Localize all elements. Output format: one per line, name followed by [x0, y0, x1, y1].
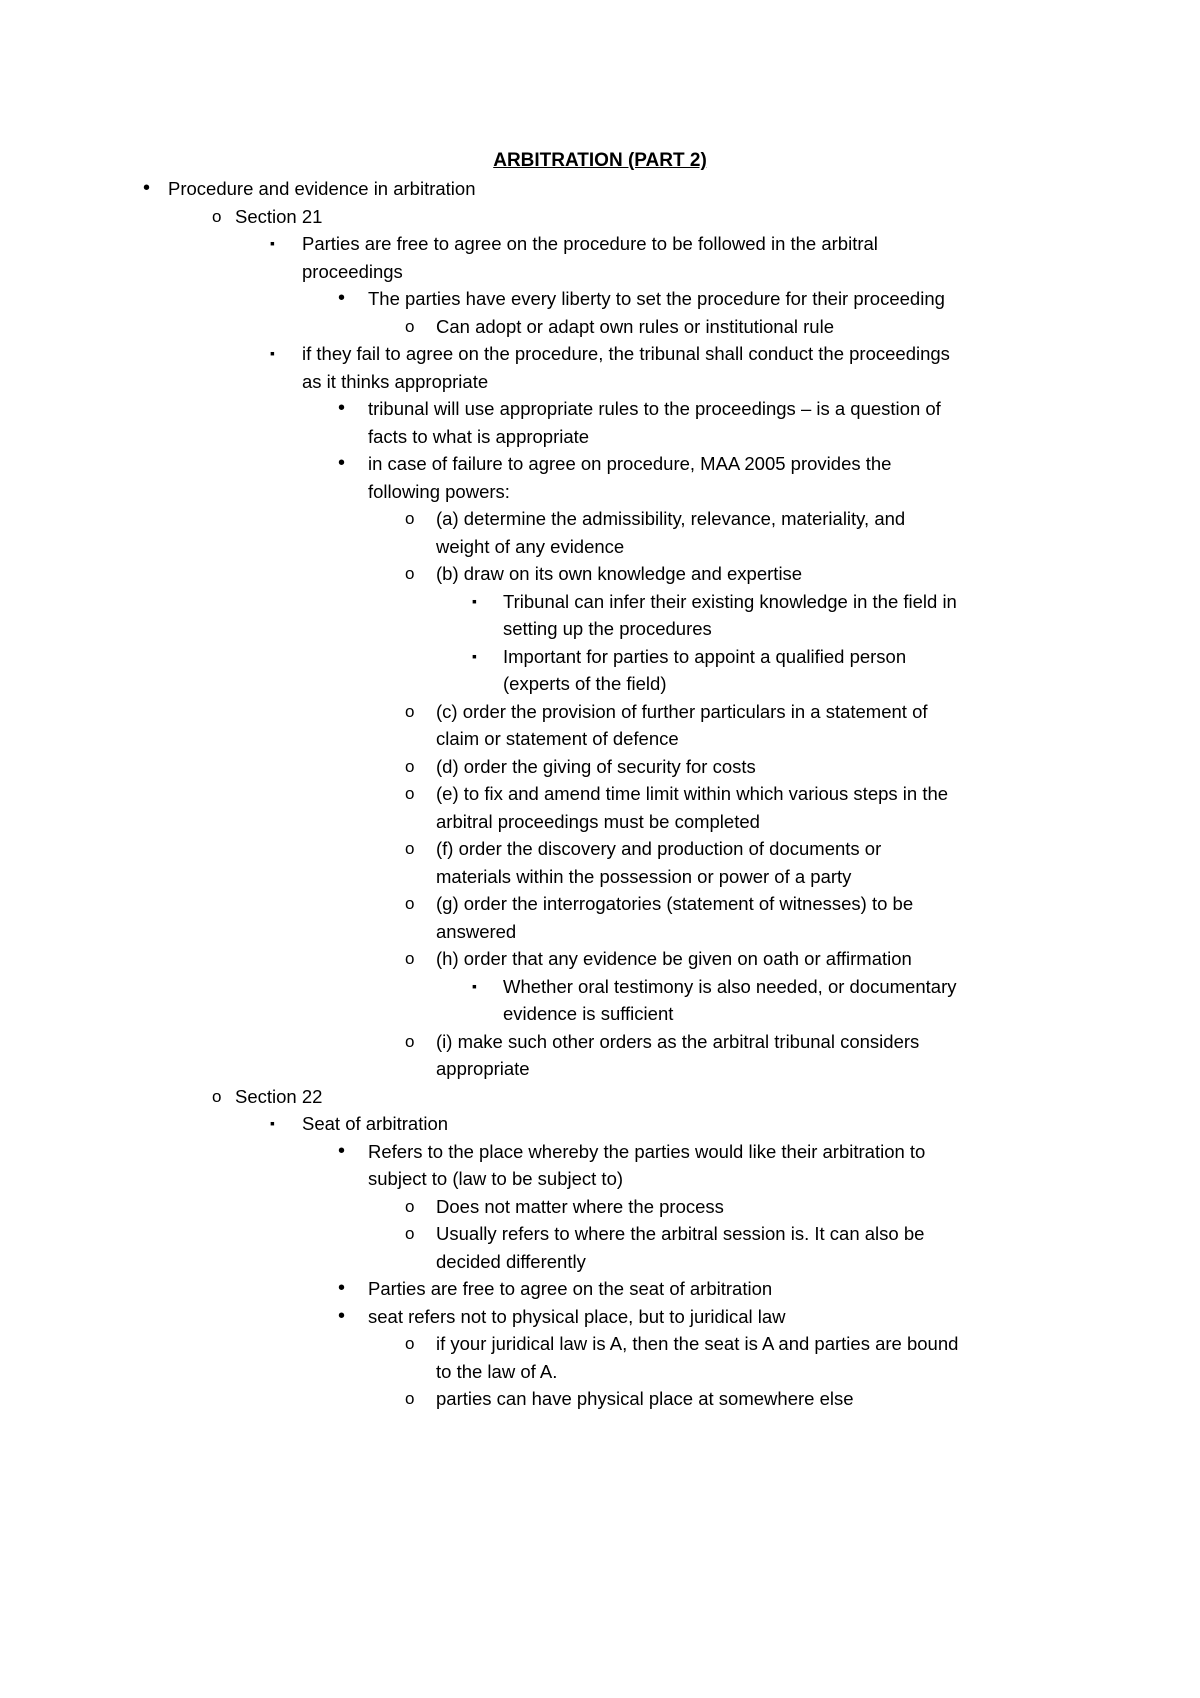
list-item-line: Refers to the place whereby the parties would like their arbitration to: [368, 1140, 926, 1162]
list-item-line: setting up the procedures: [503, 618, 712, 639]
list-marker-square: ▪: [270, 1115, 275, 1131]
list-marker-circle: o: [405, 949, 415, 968]
list-item-line: to the law of A.: [436, 1360, 558, 1382]
list-item-line: (b) draw on its own knowledge and expertise: [436, 563, 803, 584]
list-item-line: seat refers not to physical place, but to juridical law: [368, 1305, 786, 1327]
list-item-line: Important for parties to appoint a qualified person: [503, 645, 907, 667]
list-marker-circle: o: [212, 206, 222, 226]
list-marker-circle: o: [405, 1224, 415, 1243]
list-item-line: Section 21: [235, 205, 323, 227]
list-marker-square: ▪: [472, 592, 477, 609]
list-item: [436, 1193, 724, 1221]
list-marker-bullet: •: [338, 287, 346, 309]
list-item-line: Procedure and evidence in arbitration: [168, 178, 476, 199]
list-item: [368, 1303, 786, 1331]
list-item: [436, 835, 881, 890]
list-item: [436, 945, 912, 973]
list-item-line: weight of any evidence: [436, 535, 625, 557]
list-marker-circle: o: [405, 1334, 415, 1353]
list-item: [436, 1220, 924, 1275]
list-item: [436, 560, 802, 588]
list-item-line: if they fail to agree on the procedure, the tribunal shall conduct the proceedings: [302, 343, 950, 364]
list-marker-square: ▪: [472, 647, 477, 664]
list-marker-circle: o: [405, 1031, 415, 1051]
list-item-line: Parties are free to agree on the procedure to be followed in the arbitral: [302, 233, 878, 254]
list-item: [436, 313, 834, 341]
list-item: [503, 973, 956, 1028]
list-marker-bullet: •: [338, 452, 346, 474]
list-item: [235, 1083, 322, 1111]
list-item: [368, 1138, 925, 1193]
list-item: [436, 780, 948, 835]
list-marker-circle: o: [405, 701, 415, 721]
list-marker-square: ▪: [472, 977, 477, 994]
list-item: [503, 588, 957, 643]
list-marker-circle: o: [405, 756, 415, 776]
list-item-line: Can adopt or adapt own rules or institutional rule: [436, 315, 834, 337]
list-marker-bullet: •: [338, 1277, 346, 1299]
list-marker-circle: o: [405, 894, 415, 913]
list-marker-circle: o: [405, 839, 415, 858]
list-marker-circle: o: [405, 316, 415, 336]
list-marker-bullet: •: [338, 1304, 346, 1327]
list-item-line: (e) to fix and amend time limit within which various steps in the: [436, 783, 949, 804]
list-marker-circle: o: [405, 784, 415, 803]
list-marker-square: ▪: [270, 235, 275, 251]
list-marker-bullet: •: [338, 1139, 346, 1162]
list-item-line: subject to (law to be subject to): [368, 1168, 624, 1189]
list-marker-circle: o: [405, 509, 415, 528]
list-item: [368, 450, 891, 505]
list-item-line: in case of failure to agree on procedure, MAA 2005 provides the: [368, 453, 892, 474]
list-item-line: tribunal will use appropriate rules to the proceedings – is a question of: [368, 398, 941, 419]
list-item: [368, 1275, 772, 1303]
list-item-line: as it thinks appropriate: [302, 370, 489, 392]
list-item-line: Does not matter where the process: [436, 1195, 724, 1217]
list-marker-square: ▪: [270, 345, 275, 361]
list-item-line: evidence is sufficient: [503, 1003, 674, 1024]
list-item-line: (i) make such other orders as the arbitral tribunal considers: [436, 1030, 920, 1052]
list-item-line: following powers:: [368, 480, 510, 502]
list-marker-bullet: •: [338, 397, 346, 419]
list-item-line: (d) order the giving of security for costs: [436, 755, 756, 777]
list-item-line: proceedings: [302, 260, 403, 282]
list-item-line: appropriate: [436, 1058, 530, 1079]
list-item-line: decided differently: [436, 1250, 586, 1272]
list-item-line: if your juridical law is A, then the seat is A and parties are bound: [436, 1333, 959, 1354]
list-item-line: facts to what is appropriate: [368, 425, 590, 447]
list-item-line: (f) order the discovery and production of documents or: [436, 838, 882, 859]
list-item-line: arbitral proceedings must be completed: [436, 810, 760, 832]
list-item: [235, 203, 322, 231]
page-title: ARBITRATION (PART 2): [493, 150, 707, 171]
list-marker-circle: o: [405, 564, 415, 583]
list-item: [436, 1385, 854, 1413]
list-item: [503, 643, 906, 698]
list-item: [168, 175, 476, 203]
list-item-line: materials within the possession or power of a party: [436, 865, 852, 887]
list-marker-circle: o: [212, 1086, 222, 1106]
list-item: [436, 890, 913, 945]
list-item: [436, 753, 756, 781]
list-item-line: Parties are free to agree on the seat of arbitration: [368, 1278, 773, 1299]
list-item: [436, 698, 928, 753]
list-item-line: Seat of arbitration: [302, 1113, 449, 1134]
list-item: [436, 1330, 958, 1385]
list-item: [368, 395, 941, 450]
list-item: [436, 505, 905, 560]
list-item-line: answered: [436, 920, 517, 942]
list-item-line: Tribunal can infer their existing knowledge in the field in: [503, 590, 957, 612]
list-item-line: (h) order that any evidence be given on oath or affirmation: [436, 948, 912, 969]
list-item-line: claim or statement of defence: [436, 728, 679, 749]
list-item: [302, 340, 950, 395]
list-item: [436, 1028, 919, 1083]
list-item: [302, 1110, 448, 1138]
list-item-line: parties can have physical place at somewhere else: [436, 1388, 854, 1409]
list-marker-bullet: •: [143, 177, 151, 199]
list-item-line: Usually refers to where the arbitral session is. It can also be: [436, 1223, 925, 1244]
list-item-line: (c) order the provision of further particulars in a statement of: [436, 700, 928, 722]
list-item-line: (a) determine the admissibility, relevance, materiality, and: [436, 508, 906, 529]
list-item-line: The parties have every liberty to set the procedure for their proceeding: [368, 288, 945, 309]
list-item-line: (g) order the interrogatories (statement of witnesses) to be: [436, 893, 914, 914]
list-item: [368, 285, 945, 313]
list-marker-circle: o: [405, 1196, 415, 1216]
list-item: [302, 230, 878, 285]
list-marker-circle: o: [405, 1389, 415, 1408]
list-item-line: Whether oral testimony is also needed, or documentary: [503, 975, 957, 997]
list-item-line: (experts of the field): [503, 673, 667, 694]
list-item-line: Section 22: [235, 1085, 323, 1107]
